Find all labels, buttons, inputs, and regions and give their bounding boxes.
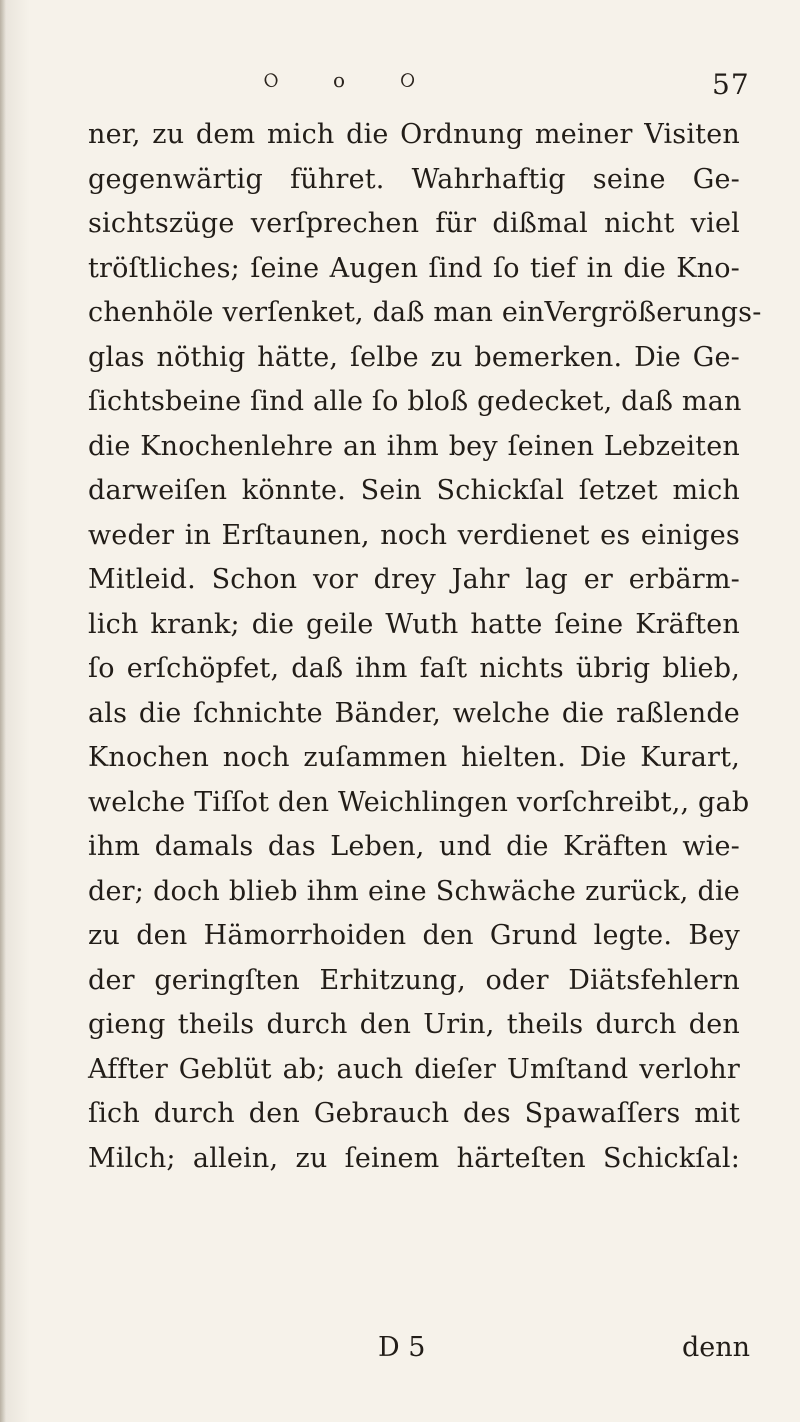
text-line: darweiſen könnte. Sein Schickſal ſetzet mich <box>88 475 740 506</box>
text-line: gieng theils durch den Urin, theils durch den <box>88 1009 740 1040</box>
text-line: welche Tiſſot den Weichlingen vorſchreibt,, gab <box>88 786 750 818</box>
text-line: ſo erſchöpfet, daß ihm faſt nichts übrig blieb, <box>88 653 740 684</box>
text-line: Mitleid. Schon vor drey Jahr lag er erbärm- <box>88 564 740 595</box>
catchword: denn <box>682 1332 751 1363</box>
ornament-right-icon: ଠ <box>398 66 417 95</box>
text-line: tröſtliches; ſeine Augen ſind ſo tief in die Kno- <box>88 252 740 284</box>
body-text <box>88 113 762 1181</box>
text-line: ſich durch den Gebrauch des Spawaſſers mit <box>88 1098 740 1129</box>
page-number: 57 <box>712 68 750 101</box>
page-header <box>0 68 800 108</box>
text-line: Knochen noch zuſammen hielten. Die Kurart, <box>88 742 740 773</box>
text-line: Affter Geblüt ab; auch dieſer Umſtand verlohr <box>88 1053 740 1085</box>
text-line: glas nöthig hätte, ſelbe zu bemerken. Die Ge- <box>88 341 740 373</box>
page-footer <box>0 1332 800 1382</box>
text-line: Milch; allein, zu ſeinem härteſten Schickſal: <box>88 1142 740 1174</box>
text-line: die Knochenlehre an ihm bey ſeinen Lebzeiten <box>88 430 740 462</box>
text-line: lich krank; die geile Wuth hatte ſeine Kräften <box>88 608 740 640</box>
ornament-mid-icon: o <box>333 68 346 92</box>
signature-mark: D 5 <box>378 1332 426 1363</box>
text-line: weder in Erſtaunen, noch verdienet es einiges <box>88 519 740 551</box>
text-line: gegenwärtig führet. Wahrhaftig seine Ge- <box>88 163 740 195</box>
text-line: chenhöle verſenket, daß man einVergrößerungs- <box>88 297 762 328</box>
text-line: ihm damals das Leben, und die Kräften wie- <box>88 831 740 862</box>
text-line: der geringſten Erhitzung, oder Diätsfehlern <box>88 964 740 996</box>
page-gutter-shadow <box>0 0 6 1422</box>
text-line: als die ſchnichte Bänder, welche die raßlende <box>88 697 740 729</box>
text-line: ſichtsbeine ſind alle ſo bloß gedecket, daß man <box>88 386 742 417</box>
text-line: der; doch blieb ihm eine Schwäche zurück, die <box>88 875 740 907</box>
text-line: sichtszüge verſprechen für dißmal nicht viel <box>88 208 740 239</box>
ornament-left-icon: ଠ <box>260 66 282 95</box>
text-line: ner, zu dem mich die Ordnung meiner Visiten <box>88 119 740 150</box>
text-line: zu den Hämorrhoiden den Grund legte. Bey <box>88 920 740 951</box>
